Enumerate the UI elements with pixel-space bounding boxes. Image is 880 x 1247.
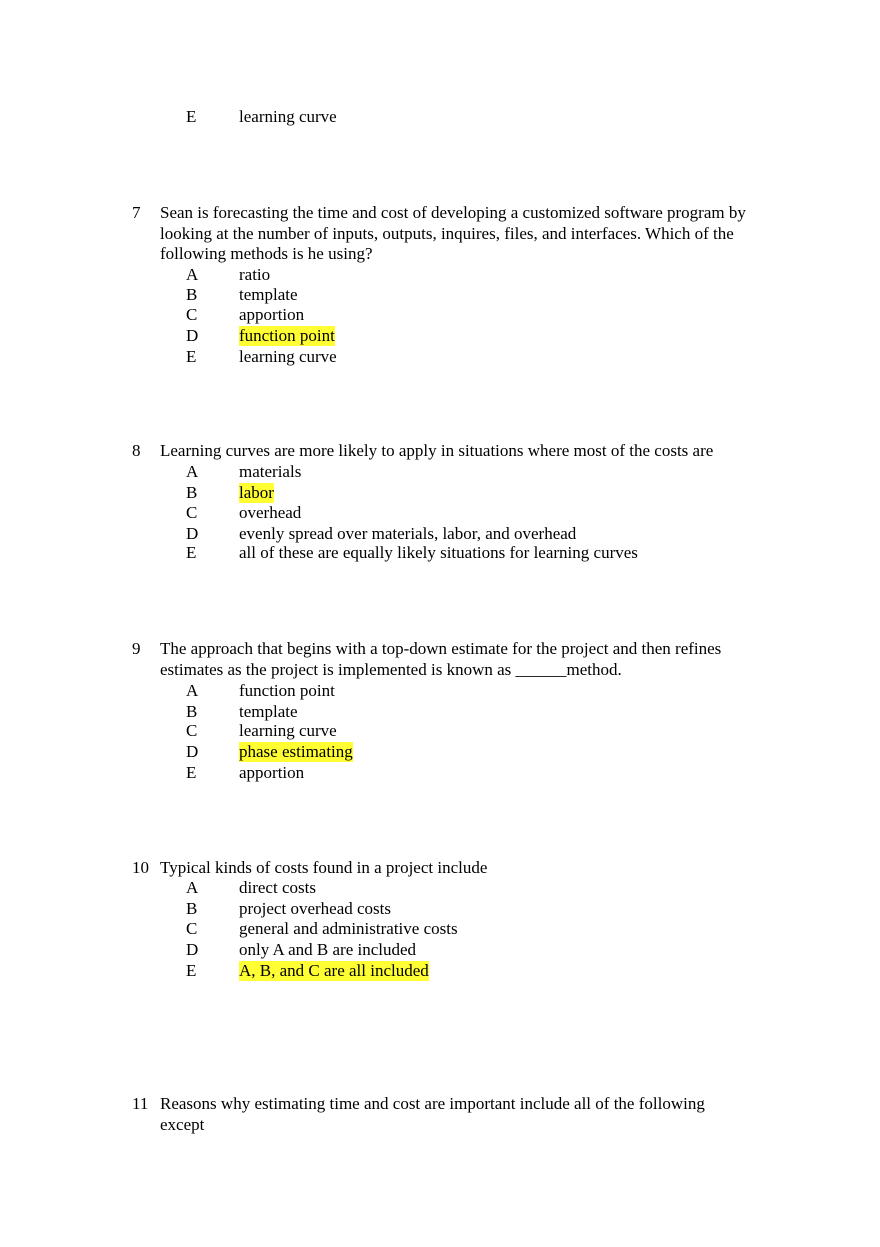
q7-option-a-text: ratio (239, 265, 271, 284)
q9-option-b-text: template (239, 702, 298, 721)
q9-option-d-letter: D (186, 742, 199, 761)
question-9-number: 9 (132, 639, 141, 658)
q8-option-d-text: evenly spread over materials, labor, and overhead (239, 524, 577, 543)
q6-option-e-text: learning curve (239, 107, 337, 126)
q8-option-e-text: all of these are equally likely situations for learning curves (239, 543, 638, 562)
question-9-text-line-1: The approach that begins with a top-down estimate for the project and then refines (160, 639, 722, 658)
q7-option-c-text: apportion (239, 305, 305, 324)
q7-option-e-letter: E (186, 347, 197, 366)
q9-option-c-letter: C (186, 721, 198, 740)
question-7-number: 7 (132, 203, 141, 222)
q7-option-b-text: template (239, 285, 298, 304)
q10-option-a-letter: A (186, 878, 199, 897)
question-8-text-line-1: Learning curves are more likely to apply in situations where most of the costs are (160, 441, 714, 460)
q9-option-a-text: function point (239, 681, 335, 700)
q10-option-a-text: direct costs (239, 878, 316, 897)
q8-option-b-letter: B (186, 483, 198, 502)
q9-option-e-letter: E (186, 763, 197, 782)
q6-option-e-letter: E (186, 107, 197, 126)
question-8-number: 8 (132, 441, 141, 460)
q10-option-c-letter: C (186, 919, 198, 938)
q7-option-e-text: learning curve (239, 347, 337, 366)
q7-option-c-letter: C (186, 305, 198, 324)
q9-option-c-text: learning curve (239, 721, 337, 740)
question-10-number: 10 (132, 858, 149, 877)
q10-option-d-text: only A and B are included (239, 940, 417, 959)
q8-option-b-text-highlighted: labor (239, 483, 274, 502)
q9-option-a-letter: A (186, 681, 199, 700)
q9-option-b-letter: B (186, 702, 198, 721)
q9-option-e-text: apportion (239, 763, 305, 782)
q8-option-a-letter: A (186, 462, 199, 481)
q7-option-b-letter: B (186, 285, 198, 304)
q8-option-a-text: materials (239, 462, 302, 481)
q8-option-c-text: overhead (239, 503, 302, 522)
q10-option-c-text: general and administrative costs (239, 919, 458, 938)
q7-option-a-letter: A (186, 265, 199, 284)
q7-option-d-letter: D (186, 326, 199, 345)
question-11-text-line-2: except (160, 1115, 205, 1134)
q10-option-e-letter: E (186, 961, 197, 980)
question-7-text-line-3: following methods is he using? (160, 244, 373, 263)
question-11-text-line-1: Reasons why estimating time and cost are important include all of the following (160, 1094, 705, 1113)
q8-option-c-letter: C (186, 503, 198, 522)
q10-option-e-text-highlighted: A, B, and C are all included (239, 961, 429, 980)
q10-option-b-letter: B (186, 899, 198, 918)
q10-option-d-letter: D (186, 940, 199, 959)
question-9-text-line-2: estimates as the project is implemented is known as ______method. (160, 660, 622, 679)
q7-option-d-text-highlighted: function point (239, 326, 335, 345)
question-7-text-line-1: Sean is forecasting the time and cost of developing a customized software program by (160, 203, 746, 222)
question-7-text-line-2: looking at the number of inputs, outputs, inquires, files, and interfaces. Which of the (160, 224, 734, 243)
q9-option-d-text-highlighted: phase estimating (239, 742, 353, 761)
q8-option-e-letter: E (186, 543, 197, 562)
q10-option-b-text: project overhead costs (239, 899, 391, 918)
question-11-number: 11 (132, 1094, 149, 1113)
question-10-text-line-1: Typical kinds of costs found in a project include (160, 858, 488, 877)
q8-option-d-letter: D (186, 524, 199, 543)
